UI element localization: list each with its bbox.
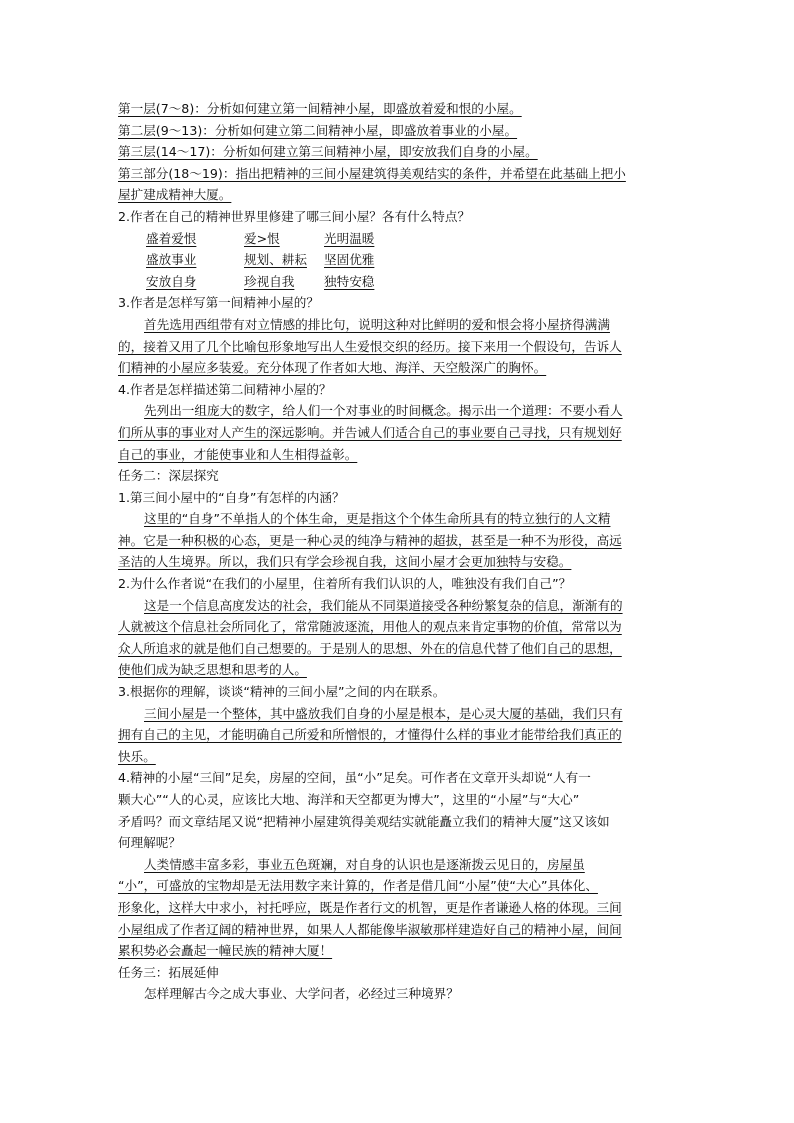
task-2-answer-1-line: 这里的“自身”不单指人的个体生命，更是指这个个体生命所具有的特立独行的人文精: [144, 511, 611, 527]
answer-4-line: 们所从事的事业对人产生的深远影响。并告诫人们适合自己的事业要自己寻找，只有规划好: [118, 424, 622, 440]
table-cell: 盛着爱恨: [146, 230, 197, 246]
task-2-question-4-cont: 矛盾吗？而文章结尾又说“把精神小屋建筑得美观结实就能矗立我们的精神大厦”这又该如: [118, 813, 610, 829]
table-cell: 珍视自我: [244, 273, 295, 289]
task-2-answer-1-line: 神。它是一种积极的心态，更是一种心灵的纯净与精神的超拔，甚至是一种不为形役，高远: [118, 532, 622, 548]
answer-3-line: 们精神的小屋应多装爱。充分体现了作者如大地、海洋、天空般深广的胸怀。: [118, 360, 547, 376]
answer-4-line: 自己的事业，才能使事业和人生相得益彰。: [118, 446, 358, 462]
task-2-answer-2-line: 这是一个信息高度发达的社会，我们能从不同渠道接受各种纷繁复杂的信息，渐渐有的: [144, 597, 623, 613]
task-2-answer-2-line: 人就被这个信息社会所同化了，常常随波逐流，用他人的观点来肯定事物的价值，常常以为: [118, 619, 622, 635]
task-2-answer-3-line: 拥有自己的主见，才能明确自己所爱和所憎恨的，才懂得什么样的事业才能带给我们真正的: [118, 727, 622, 743]
table-cell: 爱>恨: [244, 230, 280, 246]
question-2: 2.作者在自己的精神世界里修建了哪三间小屋？各有什么特点？: [118, 208, 471, 224]
task-2-answer-3-line: 三间小屋是一个整体，其中盛放我们自身的小屋是根本，是心灵大厦的基础，我们只有: [144, 705, 623, 721]
question-4: 4.作者是怎样描述第二间精神小屋的？: [118, 381, 332, 397]
task-2-answer-4-line: 小屋组成了作者辽阔的精神世界，如果人人都能像毕淑敏那样建造好自己的精神小屋，间间: [118, 921, 622, 937]
task-2-heading: 任务二：深层探究: [118, 468, 219, 484]
part-3-summary: 第三部分(18～19)：指出把精神的三间小屋建筑得美观结实的条件，并希望在此基础上把小: [118, 165, 626, 181]
task-2-answer-4-line: 形象化，这样大中求小，衬托呼应，既是作者行文的机智，更是作者谦逊人格的体现。三间: [118, 899, 622, 915]
layer-2-summary: 第二层(9～13)：分析如何建立第二间精神小屋，即盛放着事业的小屋。: [118, 122, 518, 138]
task-2-answer-2-line: 使他们成为缺乏思想和思考的人。: [118, 662, 307, 678]
task-2-answer-1-line: 圣洁的人生境界。所以，我们只有学会珍视自我，这间小屋才会更加独特与安稳。: [118, 554, 572, 570]
task-2-question-4: 4.精神的小屋“三间”足矣，房屋的空间，虽“小”足矣。可作者在文章开头却说“人有一: [118, 770, 591, 786]
task-2-answer-3-line: 快乐。: [118, 748, 156, 764]
task-2-question-2: 2.为什么作者说“在我们的小屋里，住着所有我们认识的人，唯独没有我们自己”？: [118, 576, 572, 592]
answer-3-line: 首先选用西组带有对立情感的排比句，说明这种对比鲜明的爱和恨会将小屋挤得满满: [144, 316, 610, 332]
layer-1-summary: 第一层(7～8)：分析如何建立第一间精神小屋，即盛放着爱和恨的小屋。: [118, 101, 522, 116]
table-row: [118, 271, 678, 293]
task-2-answer-4-line: 累积势必会矗起一幢民族的精神大厦！: [118, 943, 333, 959]
task-3-heading: 任务三：拓展延伸: [118, 964, 219, 980]
task-3-question: 怎样理解古今之成大事业、大学问者，必经过三种境界？: [144, 986, 459, 1002]
table-row: [118, 249, 678, 271]
task-2-answer-2-line: 众人所追求的就是他们自己想要的。于是别人的思想、外在的信息代替了他们自己的思想，: [118, 640, 622, 656]
task-2-answer-4-line: 人类情感丰富多彩，事业五色斑斓，对自身的认识也是逐渐拨云见日的，房屋虽: [144, 856, 585, 872]
document-content: [118, 98, 678, 1005]
task-2-question-4-cont: 颗大心”“人的心灵，应该比大地、海洋和天空都更为博大”，这里的“小屋”与“大心”: [118, 792, 580, 807]
answer-4-line: 先列出一组庞大的数字，给人们一个对事业的时间概念。揭示出一个道理：不要小看人: [144, 403, 623, 419]
table-cell: 独特安稳: [324, 273, 375, 289]
table-cell: 盛放事业: [146, 252, 197, 268]
table-row: [118, 228, 678, 250]
task-2-question-1: 1.第三间小屋中的“自身”有怎样的内涵？: [118, 489, 345, 505]
task-2-question-4-cont: 何理解呢？: [118, 835, 181, 851]
table-cell: 坚固优雅: [324, 252, 375, 268]
table-cell: 安放自身: [146, 273, 197, 289]
question-3: 3.作者是怎样写第一间精神小屋的？: [118, 295, 319, 311]
table-cell: 光明温暖: [324, 230, 375, 246]
answer-3-line: 的，接着又用了几个比喻包形象地写出人生爱恨交织的经历。接下来用一个假设句，告诉人: [118, 338, 622, 354]
table-cell: 规划、耕耘: [244, 252, 307, 268]
part-3-summary-cont: 屋扩建成精神大厦。: [118, 187, 232, 203]
task-2-answer-4-line: “小”，可盛放的宝物却是无法用数字来计算的，作者是借几间“小屋”使“大心”具体化、: [118, 878, 598, 894]
task-2-question-3: 3.根据你的理解，谈谈“精神的三间小屋”之间的内在联系。: [118, 684, 446, 700]
layer-3-summary: 第三层(14～17)：分析如何建立第三间精神小屋，即安放我们自身的小屋。: [118, 144, 538, 160]
